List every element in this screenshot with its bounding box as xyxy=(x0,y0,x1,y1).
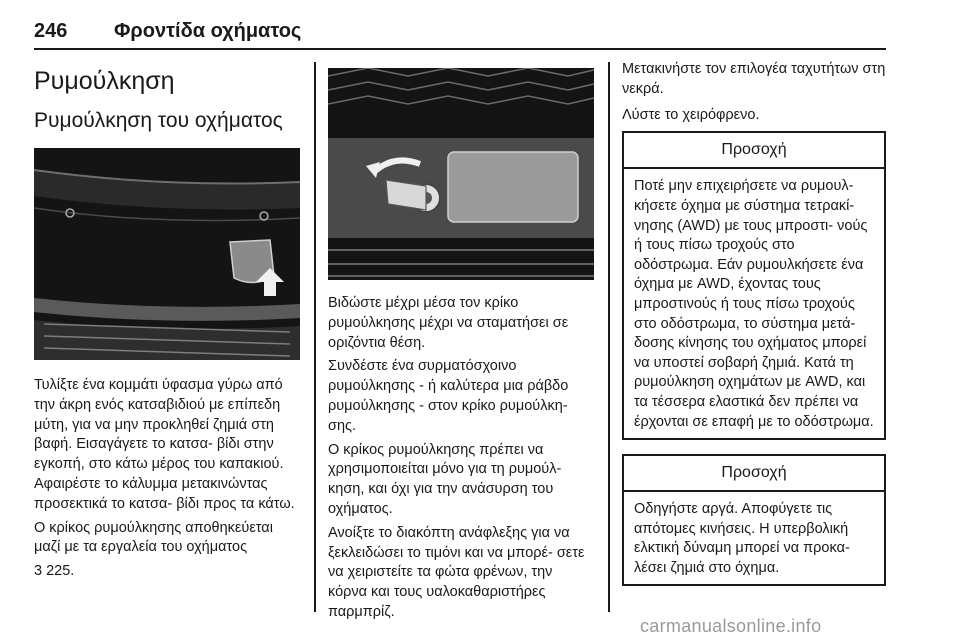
caution-box xyxy=(622,131,886,440)
column-divider-2 xyxy=(608,62,610,612)
body-paragraph: Βιδώστε μέχρι μέσα τον κρίκο ρυμούλκησης μέχρι να σταματήσει σε οριζόντια θέση. xyxy=(328,295,569,351)
header-rule xyxy=(34,48,886,50)
bumper-cover-illustration xyxy=(34,148,300,360)
caution-text: Οδηγήστε αργά. Αποφύγετε τις απότομες κινήσεις. Η υπερβολική ελκτική δύναμη μπορεί να προκα- λέσει ζημιά στο όχημα. xyxy=(634,501,850,576)
column-1 xyxy=(34,60,300,586)
body-paragraph: Τυλίξτε ένα κομμάτι ύφασμα γύρω από την άκρη ενός κατσαβιδιού με επίπεδη μύτη, για να μην προκληθεί ζημιά στη βαφή. Εισαγάγετε το κατσα- βίδι στην εγκοπή, στο κάτω μέρος του καπακιού. Αφαιρέστε το κάλυμμα μετακινώντας προσεκτικά το κατσα- βίδι προς τα κάτω. xyxy=(34,377,295,512)
caution-box xyxy=(622,454,886,586)
caution-text: Ποτέ μην επιχειρήσετε να ρυμουλ- κήσετε όχημα με σύστημα τετρακί- νησης (AWD) με τους μπροστι- νούς ή τους πίσω τροχούς στο οδόστρωμα. Εάν ρυμουλκήσετε ένα όχημα με AWD, έχοντας τους μπροστινούς ή τους πίσω τροχούς στο οδόστρωμα, το σύστημα μετά- δοσης κίνησης του οχήματος μπορεί να υποστεί σοβαρή ζημιά. Κατά τη ρυμούλκηση οχημάτων με AWD, και τα τέσσερα ελαστικά δεν πρέπει να έρχονται σε επαφή με το οδόστρωμα. xyxy=(634,178,874,430)
page-number: 246 xyxy=(34,20,68,42)
body-paragraph: Μετακινήστε τον επιλογέα ταχυτήτων στη νεκρά. xyxy=(622,61,886,97)
body-paragraph: Λύστε το χειρόφρενο. xyxy=(622,106,760,123)
running-title: Φροντίδα οχήματος xyxy=(114,20,302,42)
body-paragraph: Ο κρίκος ρυμούλκησης αποθηκεύεται μαζί με τα εργαλεία του οχήματος xyxy=(34,519,273,556)
page-reference[interactable]: 3 225. xyxy=(34,563,75,580)
caution-title: Προσοχή xyxy=(624,456,884,492)
bumper-cover-removal-illustration-icon xyxy=(34,148,300,360)
subsection-title: Ρυμούλκηση του οχήματος xyxy=(34,109,283,132)
tow-eye-illustration xyxy=(328,68,594,280)
column-3 xyxy=(622,60,886,586)
section-title: Ρυμούλκηση xyxy=(34,67,175,95)
body-paragraph: Συνδέστε ένα συρματόσχοινο ρυμούλκησης - ή καλύτερα μια ράβδο ρυμούλκησης - στον κρίκο ρυμούλκη- σης. xyxy=(328,358,569,434)
column-2 xyxy=(328,60,594,627)
body-paragraph: Ανοίξτε το διακόπτη ανάφλεξης για να ξεκλειδώσει το τιμόνι και να μπορέ- σετε να χειριστείτε τα φώτα φρένων, την κόρνα και τους υαλοκαθαριστήρες παρμπρίζ. xyxy=(328,524,585,620)
page-header xyxy=(34,20,886,46)
caution-title: Προσοχή xyxy=(624,133,884,169)
body-paragraph: Ο κρίκος ρυμούλκησης πρέπει να χρησιμοποιείται μόνο για τη ρυμούλ- κηση, και όχι για την ανάσυρση του οχήματος. xyxy=(328,441,562,517)
watermark: carmanualsonline.info xyxy=(640,616,822,636)
tow-eye-installation-illustration-icon xyxy=(328,68,594,280)
column-divider-1 xyxy=(314,62,316,612)
